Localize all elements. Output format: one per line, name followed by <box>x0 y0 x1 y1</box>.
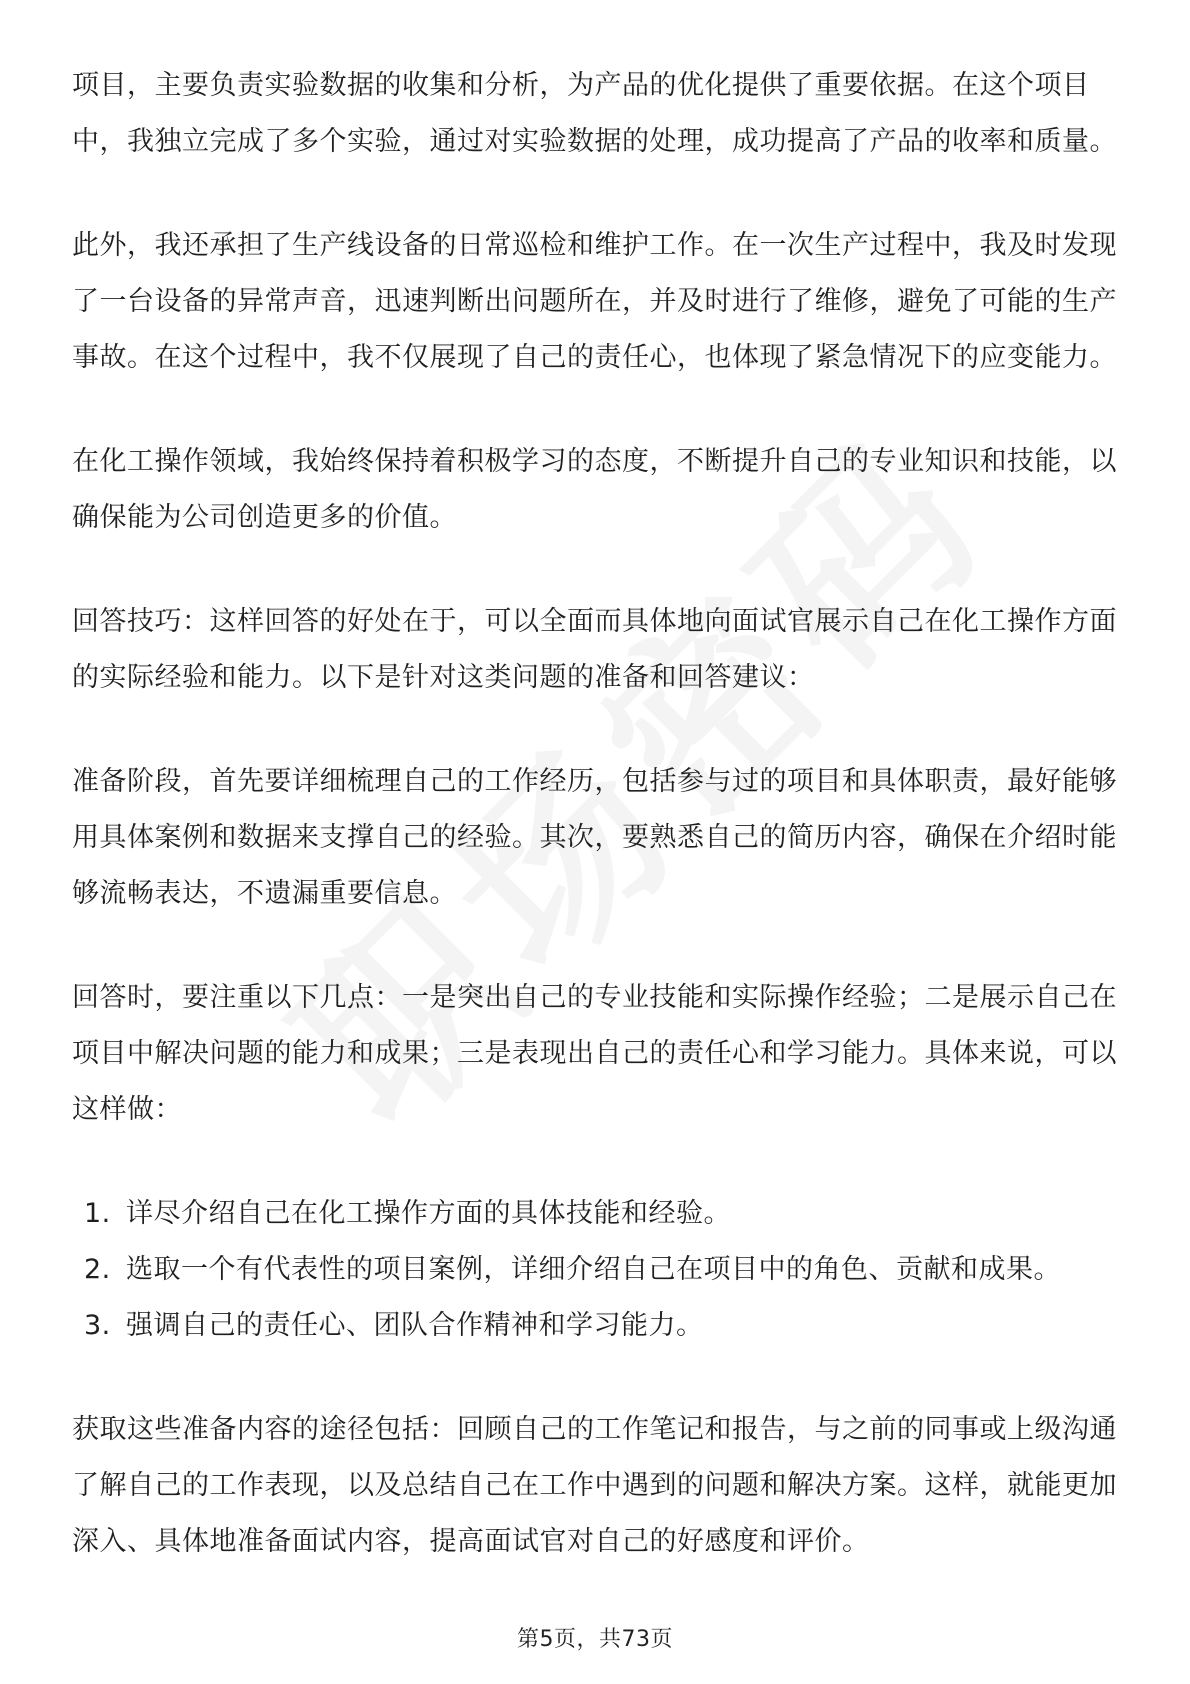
list-item-text: 详尽介绍自己在化工操作方面的具体技能和经验。 <box>126 1198 731 1229</box>
list-item-number: 2. <box>84 1254 111 1285</box>
numbered-list <box>72 1186 1122 1354</box>
list-item-number: 1. <box>84 1198 111 1229</box>
list-item <box>72 1298 1122 1354</box>
list-item <box>72 1186 1122 1242</box>
paragraph-closing: 获取这些准备内容的途径包括：回顾自己的工作笔记和报告，与之前的同事或上级沟通了解自己的工作表现，以及总结自己在工作中遇到的问题和解决方案。这样，就能更加深入、具体地准备面试内容，提高面试官对自己的好感度和评价。 <box>72 1414 1117 1557</box>
paragraph-project: 项目，主要负责实验数据的收集和分析，为产品的优化提供了重要依据。在这个项目中，我独立完成了多个实验，通过对实验数据的处理，成功提高了产品的收率和质量。 <box>72 70 1117 157</box>
paragraph-answer-tips: 回答技巧：这样回答的好处在于，可以全面而具体地向面试官展示自己在化工操作方面的实际经验和能力。以下是针对这类问题的准备和回答建议： <box>72 606 1117 693</box>
list-item-text: 选取一个有代表性的项目案例，详细介绍自己在项目中的角色、贡献和成果。 <box>126 1254 1061 1285</box>
paragraph-maintenance: 此外，我还承担了生产线设备的日常巡检和维护工作。在一次生产过程中，我及时发现了一台设备的异常声音，迅速判断出问题所在，并及时进行了维修，避免了可能的生产事故。在这个过程中，我不仅展现了自己的责任心，也体现了紧急情况下的应变能力。 <box>72 230 1117 373</box>
list-item-number: 3. <box>84 1310 111 1341</box>
list-item-text: 强调自己的责任心、团队合作精神和学习能力。 <box>126 1310 704 1341</box>
paragraph-answer-points: 回答时，要注重以下几点：一是突出自己的专业技能和实际操作经验；二是展示自己在项目中解决问题的能力和成果；三是表现出自己的责任心和学习能力。具体来说，可以这样做： <box>72 982 1117 1125</box>
paragraph-learning: 在化工操作领域，我始终保持着积极学习的态度，不断提升自己的专业知识和技能，以确保能为公司创造更多的价值。 <box>72 446 1117 533</box>
document-body <box>72 70 1122 1618</box>
paragraph-preparation: 准备阶段，首先要详细梳理自己的工作经历，包括参与过的项目和具体职责，最好能够用具体案例和数据来支撑自己的经验。其次，要熟悉自己的简历内容，确保在介绍时能够流畅表达，不遗漏重要信息。 <box>72 766 1117 909</box>
page-number: 第5页，共73页 <box>517 1627 673 1652</box>
list-item <box>72 1242 1122 1298</box>
